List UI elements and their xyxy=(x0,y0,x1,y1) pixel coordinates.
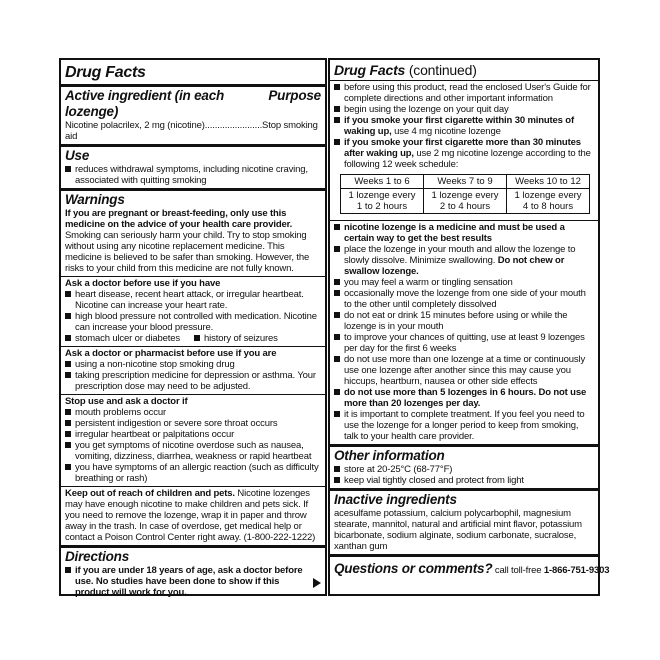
drug-facts-panel-left xyxy=(59,58,327,596)
warnings-text: Smoking can seriously harm your child. Try to stop smoking without using any nicotine replacement medicine. This medicine is believed to be safer than smoking. However, the risks to your child from this medicine are not fully known. xyxy=(65,230,310,274)
list-item: if you smoke your first cigarette more than 30 minutes after waking up, use 2 mg nicotine lozenge according to the following 12 week schedule: xyxy=(334,137,594,170)
list-item: you have symptoms of an allergic reaction (such as difficulty breathing or rash) xyxy=(65,462,321,484)
list-item: reduces withdrawal symptoms, including nicotine craving, associated with quitting smoking xyxy=(65,164,321,186)
bullet-icon xyxy=(65,464,71,470)
panel-title: Drug Facts xyxy=(65,64,146,81)
schedule-cell: 1 lozenge every 4 to 8 hours xyxy=(507,189,590,214)
ask-doctor-list xyxy=(65,289,321,333)
bullet-icon xyxy=(65,313,71,319)
bullet-icon xyxy=(334,224,340,230)
bullet-icon xyxy=(334,411,340,417)
drug-facts-panel-right xyxy=(328,58,610,596)
ask-pharmacist-heading: Ask a doctor or pharmacist before use if you are xyxy=(65,348,277,359)
use-list xyxy=(65,164,321,186)
bullet-icon xyxy=(334,389,340,395)
bullet-icon xyxy=(334,356,340,362)
list-item: taking prescription medicine for depression or asthma. Your prescription dose may need to be adjusted. xyxy=(65,370,321,392)
stop-use-heading: Stop use and ask a doctor if xyxy=(65,396,188,407)
list-item: high blood pressure not controlled with medication. Nicotine can increase your blood pressure. xyxy=(65,311,321,333)
list-item: nicotine lozenge is a medicine and must be used a certain way to get the best results xyxy=(334,222,594,244)
bullet-icon xyxy=(65,372,71,378)
bullet-icon xyxy=(65,409,71,415)
schedule-header: Weeks 10 to 12 xyxy=(507,175,590,189)
list-item: persistent indigestion or severe sore throat occurs xyxy=(65,418,321,429)
list-item: you get symptoms of nicotine overdose such as nausea, vomiting, dizziness, diarrhea, weakness or rapid heartbeat xyxy=(65,440,321,462)
active-ingredient-heading: Active ingredient (in each lozenge) xyxy=(65,88,225,119)
bullet-icon xyxy=(334,117,340,123)
list-item: do not use more than one lozenge at a time or continuously use one lozenge after another since this may cause you hiccups, heartburn, nausea or other side effects xyxy=(334,354,594,387)
list-item: store at 20-25°C (68-77°F) xyxy=(334,464,594,475)
schedule-cell: 1 lozenge every 2 to 4 hours xyxy=(424,189,507,214)
list-item: stomach ulcer or diabetes xyxy=(65,333,180,344)
keep-out-bold: Keep out of reach of children and pets. xyxy=(65,488,235,499)
bullet-icon xyxy=(334,246,340,252)
list-item: irregular heartbeat or palpitations occur xyxy=(65,429,321,440)
bullet-icon xyxy=(334,334,340,340)
list-item: using a non-nicotine stop smoking drug xyxy=(65,359,321,370)
list-item: begin using the lozenge on your quit day xyxy=(334,104,594,115)
bullet-icon xyxy=(65,420,71,426)
active-ingredient-line: Nicotine polacrilex, 2 mg (nicotine).......................Stop smoking aid xyxy=(65,120,318,142)
ask-pharmacist-list xyxy=(65,359,321,392)
other-information-heading: Other information xyxy=(334,448,445,463)
bullet-icon xyxy=(334,312,340,318)
bullet-icon xyxy=(334,106,340,112)
list-item: heart disease, recent heart attack, or irregular heartbeat. Nicotine can increase your heart rate. xyxy=(65,289,321,311)
list-item: you may feel a warm or tingling sensation xyxy=(334,277,594,288)
directions-list xyxy=(334,82,594,170)
stop-use-list xyxy=(65,407,321,484)
bullet-icon xyxy=(334,139,340,145)
panel-title-continued: Drug Facts (continued) xyxy=(334,62,477,78)
bullet-icon xyxy=(334,477,340,483)
bullet-icon xyxy=(334,279,340,285)
ask-doctor-heading: Ask a doctor before use if you have xyxy=(65,278,221,289)
keep-out-text: Nicotine lozenges may have enough nicotine to make children and pets sick. If you need to remove the lozenge, wrap it in paper and throw away in the trash. In case of overdose, get medical help or contact a Poison Control Center right away. (1-800-222-1222) xyxy=(65,488,316,543)
purpose-heading: Purpose xyxy=(268,88,321,103)
directions-item: if you are under 18 years of age, ask a doctor before use. No studies have been done to show if this product will work for you. xyxy=(65,565,309,598)
schedule-header: Weeks 1 to 6 xyxy=(341,175,424,189)
schedule-header: Weeks 7 to 9 xyxy=(424,175,507,189)
bullet-icon xyxy=(334,290,340,296)
directions-heading: Directions xyxy=(65,549,130,564)
dosing-schedule-table xyxy=(340,174,590,214)
list-item: place the lozenge in your mouth and allow the lozenge to slowly dissolve. Minimize swallowing. Do not chew or swallow lozenge. xyxy=(334,244,594,277)
schedule-cell: 1 lozenge every 1 to 2 hours xyxy=(341,189,424,214)
warnings-paragraph xyxy=(65,208,321,274)
continue-arrow-icon xyxy=(313,578,321,588)
directions-list-continued xyxy=(334,222,594,442)
bullet-icon xyxy=(65,442,71,448)
inactive-ingredients-text: acesulfame potassium, calcium polycarbophil, magnesium stearate, mannitol, natural and artificial mint flavor, potassium bicarbonate, sodium alginate, sodium carbonate, sucralose, xanthan gum xyxy=(334,508,582,552)
list-item: keep vial tightly closed and protect from light xyxy=(334,475,594,486)
list-item: history of seizures xyxy=(194,333,278,344)
list-item: occasionally move the lozenge from one side of your mouth to the other until completely dissolved xyxy=(334,288,594,310)
other-information-list xyxy=(334,464,594,486)
list-item: to improve your chances of quitting, use at least 9 lozenges per day for the first 6 weeks xyxy=(334,332,594,354)
questions-line: Questions or comments? call toll-free 1-866-751-9303 xyxy=(334,561,610,576)
list-item: if you smoke your first cigarette within 30 minutes of waking up, use 4 mg nicotine lozenge xyxy=(334,115,594,137)
use-heading: Use xyxy=(65,148,90,163)
bullet-icon xyxy=(65,361,71,367)
bullet-icon xyxy=(334,84,340,90)
warnings-bold: If you are pregnant or breast-feeding, only use this medicine on the advice of your health care provider. xyxy=(65,208,293,230)
bullet-icon xyxy=(65,431,71,437)
list-item: it is important to complete treatment. If you feel you need to use the lozenge for a longer period to keep from smoking, talk to your health care provider. xyxy=(334,409,594,442)
list-item: do not use more than 5 lozenges in 6 hours. Do not use more than 20 lozenges per day. xyxy=(334,387,594,409)
bullet-icon xyxy=(65,166,71,172)
phone-number: 1-866-751-9303 xyxy=(543,565,610,576)
bullet-icon xyxy=(65,291,71,297)
keep-out-paragraph xyxy=(65,488,321,543)
warnings-heading: Warnings xyxy=(65,192,125,207)
list-item: mouth problems occur xyxy=(65,407,321,418)
list-item: do not eat or drink 15 minutes before using or while the lozenge is in your mouth xyxy=(334,310,594,332)
inactive-ingredients-heading: Inactive ingredients xyxy=(334,492,457,507)
bullet-icon xyxy=(334,466,340,472)
list-item: before using this product, read the enclosed User's Guide for complete directions and other important information xyxy=(334,82,594,104)
